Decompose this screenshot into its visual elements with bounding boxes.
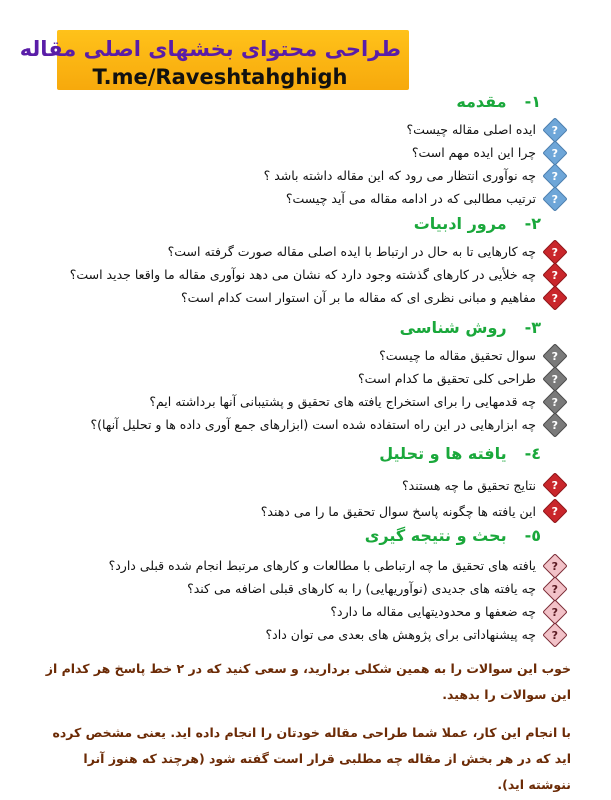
note-paragraph: خوب این سوالات را به همین شکلی بردارید، و سعی کنید که در ٢ خط پاسخ هر کدام از این سوالات را بدهید. xyxy=(45,661,571,702)
list-item-text: ایده اصلی مقاله چیست؟ xyxy=(406,122,536,137)
list-item-text: ترتیب مطالبی که در ادامه مقاله می آید چیست؟ xyxy=(285,191,536,206)
question-diamond-icon: ? xyxy=(542,472,567,497)
section-introduction xyxy=(0,88,611,210)
list-item xyxy=(0,344,611,367)
list-item xyxy=(0,498,611,524)
list-item-text: مفاهیم و مبانی نظری ای که مقاله ما بر آن استوار است کدام است؟ xyxy=(180,290,536,305)
section-heading xyxy=(0,210,611,236)
list-item xyxy=(0,286,611,309)
section-findings-analysis xyxy=(0,440,611,524)
list-item xyxy=(0,367,611,390)
section-number: ٢- xyxy=(524,213,541,233)
list-item xyxy=(0,600,611,623)
question-diamond-icon: ? xyxy=(542,498,567,523)
section-heading xyxy=(0,314,611,340)
list-item-text: چه خلأیی در کارهای گذشته وجود دارد که نشان می دهد نوآوری مقاله ما واقعا جدید است؟ xyxy=(69,267,536,282)
list-item xyxy=(0,577,611,600)
question-diamond-icon: ? xyxy=(542,285,567,310)
list-item-text: چرا این ایده مهم است؟ xyxy=(411,145,536,160)
list-item-text: چه ضعفها و محدودیتهایی مقاله ما دارد؟ xyxy=(330,604,536,619)
section-heading xyxy=(0,522,611,548)
list-item xyxy=(0,263,611,286)
list-item xyxy=(0,623,611,646)
question-diamond-icon: ? xyxy=(542,163,567,188)
list-item-text: چه کارهایی تا به حال در ارتباط با ایده اصلی مقاله صورت گرفته است؟ xyxy=(167,244,536,259)
section-number: ٤- xyxy=(524,443,541,463)
section-title: بحث و نتیجه گیری xyxy=(364,525,507,545)
list-item xyxy=(0,187,611,210)
list-item-text: این یافته ها چگونه پاسخ سوال تحقیق ما را می دهند؟ xyxy=(260,503,536,519)
section-methodology xyxy=(0,314,611,436)
question-diamond-icon: ? xyxy=(542,239,567,264)
question-diamond-icon: ? xyxy=(542,389,567,414)
section-heading xyxy=(0,440,611,466)
list-item xyxy=(0,413,611,436)
list-item-text: طراحی کلی تحقیق ما کدام است؟ xyxy=(358,371,536,386)
list-item-text: چه پیشنهاداتی برای پژوهش های بعدی می توان داد؟ xyxy=(265,627,536,642)
note-paragraph: با انجام این کار، عملا شما طراحی مقاله خودتان را انجام داده اید. یعنی مشخص کرده اید که در هر بخش از مقاله چه مطلبی قرار است گفته شود (هرچند که هنوز آنرا ننوشته اید). xyxy=(52,725,571,792)
question-diamond-icon: ? xyxy=(542,262,567,287)
list-item xyxy=(0,164,611,187)
list-item-text: چه ابزارهایی در این راه استفاده شده است (ابزارهای جمع آوری داده ها و تحلیل آنها)؟ xyxy=(90,417,536,432)
section-title: مقدمه xyxy=(456,91,507,111)
question-diamond-icon: ? xyxy=(542,553,567,578)
section-title: یافته ها و تحلیل xyxy=(379,443,507,463)
question-diamond-icon: ? xyxy=(542,186,567,211)
section-number: ٣- xyxy=(524,317,541,337)
question-diamond-icon: ? xyxy=(542,576,567,601)
section-literature-review xyxy=(0,210,611,309)
banner-title: طراحی محتوای بخشهای اصلی مقاله xyxy=(19,37,401,61)
list-item xyxy=(0,118,611,141)
question-diamond-icon: ? xyxy=(542,366,567,391)
list-item-text: نتایج تحقیق ما چه هستند؟ xyxy=(402,477,536,493)
question-diamond-icon: ? xyxy=(542,140,567,165)
section-title: روش شناسی xyxy=(399,317,507,337)
question-diamond-icon: ? xyxy=(542,599,567,624)
list-item-text: چه یافته های جدیدی (نوآوریهایی) را به کارهای قبلی اضافه می کند؟ xyxy=(187,581,536,596)
list-item xyxy=(0,554,611,577)
section-discussion-conclusion xyxy=(0,522,611,646)
list-item xyxy=(0,390,611,413)
list-item-text: چه نوآوری انتظار می رود که این مقاله داشته باشد ؟ xyxy=(263,168,536,183)
section-title: مرور ادبیات xyxy=(413,213,507,233)
section-number: ٥- xyxy=(524,525,541,545)
question-diamond-icon: ? xyxy=(542,117,567,142)
list-item xyxy=(0,472,611,498)
list-item-text: چه قدمهایی را برای استخراج یافته های تحقیق و پشتیبانی آنها برداشته ایم؟ xyxy=(149,394,536,409)
list-item-text: سوال تحقیق مقاله ما چیست؟ xyxy=(379,348,536,363)
channel-link[interactable]: T.me/Raveshtahghigh xyxy=(92,65,348,89)
list-item-text: یافته های تحقیق ما چه ارتباطی با مطالعات و کارهای مرتبط انجام شده قبلی دارد؟ xyxy=(108,558,536,573)
section-number: ١- xyxy=(524,91,541,111)
question-diamond-icon: ? xyxy=(542,343,567,368)
question-diamond-icon: ? xyxy=(542,412,567,437)
list-item xyxy=(0,240,611,263)
list-item xyxy=(0,141,611,164)
question-diamond-icon: ? xyxy=(542,622,567,647)
section-heading xyxy=(0,88,611,114)
